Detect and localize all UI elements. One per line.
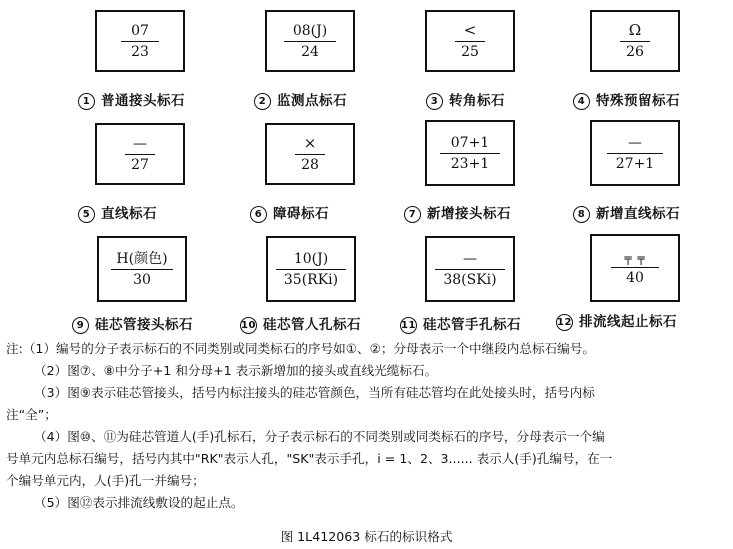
- marker-label: 直线标石: [101, 206, 157, 222]
- marker-denominator: 23+1: [450, 155, 490, 172]
- marker-numerator: H(颜色): [116, 250, 168, 267]
- marker-denominator: 27: [131, 156, 149, 173]
- marker-box-4: [590, 10, 680, 72]
- marker-label: 障碍标石: [273, 206, 329, 222]
- marker-denominator: 27+1: [615, 155, 655, 172]
- note-3-line-1: （3）图⑨表示硅芯管接头，括号内标注接头的硅芯管颜色，当所有硅芯管均在此处接头时，括号内标: [34, 385, 595, 400]
- marker-numerator: —: [463, 250, 477, 267]
- marker-denominator: 30: [133, 271, 151, 288]
- marker-caption-6: [250, 202, 329, 223]
- fraction-bar: [125, 154, 155, 155]
- marker-box-7: [425, 120, 515, 186]
- marker-denominator: 23: [131, 43, 149, 60]
- marker-box-2: [265, 10, 355, 72]
- marker-caption-10: [240, 313, 361, 334]
- marker-numerator: Ω: [628, 21, 642, 39]
- note-3-line-2: 注“全”；: [6, 407, 57, 422]
- notes-section: [6, 338, 728, 514]
- marker-numerator: <: [463, 21, 477, 39]
- note-2: （2）图⑦、⑧中分子+1 和分母+1 表示新增加的接头或直线光缆标石。: [34, 363, 438, 378]
- note-4-line-1: （4）图⑩、⑪为硅芯管道人(手)孔标石，分子表示标石的不同类别或同类标石的序号，分母表示一个编: [34, 429, 605, 444]
- marker-numerator: 08(J): [292, 22, 328, 39]
- marker-label: 普通接头标石: [101, 93, 185, 109]
- fraction-bar: [276, 269, 346, 270]
- marker-box-11: [425, 236, 515, 302]
- fraction-bar: [284, 41, 336, 42]
- note-4-line-3: 个编号单元内，人(手)孔一并编号；: [6, 473, 205, 488]
- note-4-line-2: 号单元内总标石编号，括号内其中"RK"表示人孔，"SK"表示手孔，i = 1、2、3...... 表示人(手)孔编号，在一: [6, 451, 613, 466]
- index-badge: 11: [400, 317, 417, 334]
- index-badge: 1: [78, 93, 95, 110]
- marker-numerator: 07+1: [450, 134, 490, 151]
- marker-label: 监测点标石: [277, 93, 347, 109]
- marker-caption-4: [573, 89, 680, 110]
- marker-caption-1: [78, 89, 185, 110]
- drain-line-symbol: ╤ ╤: [624, 250, 646, 265]
- marker-caption-12: [556, 310, 677, 331]
- marker-numerator: 10(J): [293, 250, 329, 267]
- marker-denominator: 28: [301, 157, 319, 173]
- index-badge: 2: [254, 93, 271, 110]
- marker-caption-8: [573, 202, 680, 223]
- marker-numerator: —: [628, 134, 642, 151]
- index-badge: 7: [404, 206, 421, 223]
- marker-box-6: [265, 123, 355, 185]
- marker-box-1: [95, 10, 185, 72]
- marker-box-9: [97, 236, 187, 302]
- marker-label: 新增接头标石: [427, 206, 511, 222]
- fraction-bar: [435, 269, 505, 270]
- marker-label: 硅芯管人孔标石: [263, 317, 361, 333]
- marker-label: 新增直线标石: [596, 206, 680, 222]
- marker-caption-5: [78, 202, 157, 223]
- marker-label: 特殊预留标石: [596, 93, 680, 109]
- marker-caption-9: [72, 313, 193, 334]
- index-badge: 12: [556, 314, 573, 331]
- marker-box-5: [95, 123, 185, 185]
- marker-box-10: [266, 236, 356, 302]
- marker-numerator: —: [133, 135, 147, 152]
- index-badge: 8: [573, 206, 590, 223]
- marker-denominator: 35(RKi): [283, 271, 339, 288]
- marker-denominator: 26: [626, 44, 644, 60]
- fraction-bar: [455, 41, 485, 42]
- note-5: （5）图⑫表示排流线敷设的起止点。: [34, 495, 244, 510]
- marker-denominator: 24: [301, 43, 319, 60]
- marker-numerator: 07: [131, 22, 149, 39]
- fraction-bar: [611, 267, 659, 268]
- marker-label: 硅芯管接头标石: [95, 317, 193, 333]
- fraction-bar: [111, 269, 173, 270]
- note-1: 注:（1）编号的分子表示标石的不同类别或同类标石的序号如①、②；分母表示一个中继段内总标石编号。: [6, 341, 595, 356]
- marker-label: 硅芯管手孔标石: [423, 317, 521, 333]
- marker-box-3: [425, 10, 515, 72]
- index-badge: 9: [72, 317, 89, 334]
- figure-caption: 图 1L412063 标石的标识格式: [280, 529, 453, 544]
- marker-label: 转角标石: [449, 93, 505, 109]
- fraction-bar: [440, 153, 500, 154]
- marker-caption-11: [400, 313, 521, 334]
- fraction-bar: [121, 41, 159, 42]
- marker-denominator: 40: [626, 269, 644, 286]
- marker-denominator: 38(SKi): [443, 271, 497, 288]
- index-badge: 3: [426, 93, 443, 110]
- marker-label: 排流线起止标石: [579, 314, 677, 330]
- index-badge: 4: [573, 93, 590, 110]
- index-badge: 10: [240, 317, 257, 334]
- marker-caption-2: [254, 89, 347, 110]
- fraction-bar: [295, 154, 325, 155]
- marker-numerator: ×: [303, 134, 317, 152]
- marker-box-8: [590, 120, 680, 186]
- marker-denominator: 25: [461, 44, 479, 60]
- marker-caption-3: [426, 89, 505, 110]
- marker-box-12: [590, 234, 680, 302]
- index-badge: 6: [250, 206, 267, 223]
- index-badge: 5: [78, 206, 95, 223]
- marker-caption-7: [404, 202, 511, 223]
- fraction-bar: [620, 41, 650, 42]
- fraction-bar: [607, 153, 663, 154]
